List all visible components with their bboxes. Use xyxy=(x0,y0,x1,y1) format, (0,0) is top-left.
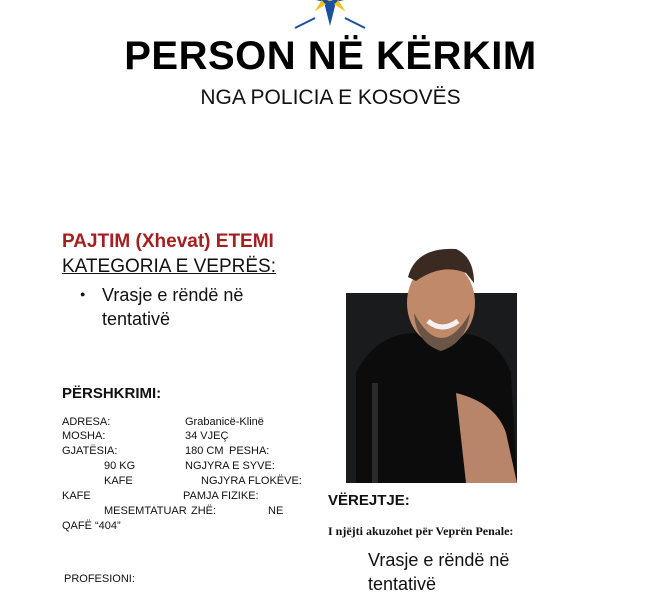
description-label: PËRSHKRIMI: xyxy=(62,385,162,402)
category-label: KATEGORIA E VEPRËS: xyxy=(62,256,276,277)
remarks-label: VËREJTJE: xyxy=(328,492,410,509)
charge-text: Vrasje e rëndë në tentativë xyxy=(102,285,244,329)
remarks-charge-text: Vrasje e rëndë në tentativë xyxy=(368,550,510,594)
height-value: 180 CM xyxy=(185,445,224,457)
page-title: PERSON NË KËRKIM xyxy=(124,34,537,78)
tattoo-value: NE xyxy=(268,505,284,517)
tattoo-label: ZHË: xyxy=(191,505,217,517)
bullet-icon: ● xyxy=(80,289,86,299)
accused-statement: I njëjti akuzohet për Veprën Penale: xyxy=(328,524,514,538)
eye-value: KAFE xyxy=(104,475,133,487)
page-subtitle: NGA POLICIA E KOSOVËS xyxy=(200,86,461,109)
person-silhouette-icon xyxy=(346,233,517,483)
appearance-label: PAMJA FIZIKE: xyxy=(183,490,259,502)
address-value: Grabanicë-Klinë xyxy=(185,416,264,428)
age-value: 34 VJEÇ xyxy=(185,430,229,442)
police-star-emblem-icon xyxy=(285,0,375,32)
hair-value: KAFE xyxy=(62,490,91,502)
tattoo-value-continued: QAFË “404” xyxy=(62,520,121,532)
address-label: ADRESA: xyxy=(62,416,111,428)
age-label: MOSHA: xyxy=(62,430,106,442)
eye-label: NGJYRA E SYVE: xyxy=(185,460,275,472)
profession-label: PROFESIONI: xyxy=(64,573,135,585)
height-label: GJATËSIA: xyxy=(62,445,118,457)
person-name: PAJTIM (Xhevat) ETEMI xyxy=(62,231,274,252)
appearance-value: MESEMTATUAR xyxy=(104,505,187,517)
weight-label: PESHA: xyxy=(229,445,270,457)
hair-label: NGJYRA FLOKËVE: xyxy=(201,475,302,487)
weight-value: 90 KG xyxy=(104,460,136,472)
suspect-photo xyxy=(346,233,517,483)
